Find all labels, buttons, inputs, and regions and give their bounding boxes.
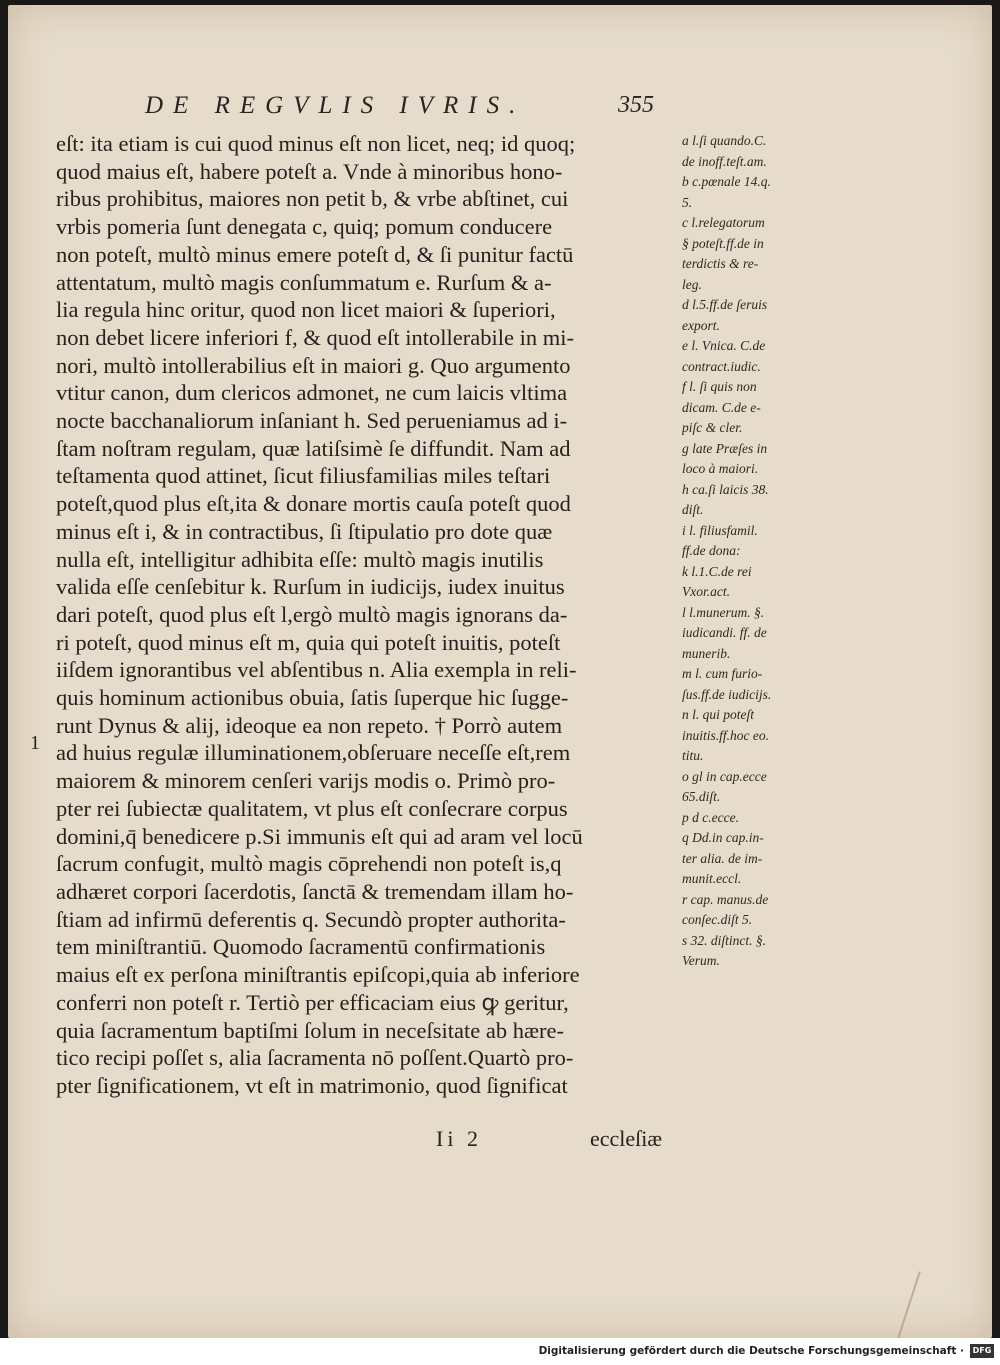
- margin-note: piſc & cler.: [682, 420, 743, 435]
- text-line: ri poteſt, quod minus eſt m, quia qui poteſt inuitis, poteſt: [56, 629, 561, 655]
- margin-note: Vxor.act.: [682, 584, 730, 599]
- text-line: tem miniſtrantiū. Quomodo ſacramentū confirmationis: [56, 934, 546, 960]
- text-line: ad huius regulæ illuminationem,obſeruare neceſſe eſt,rem: [56, 740, 571, 766]
- margin-notes: [682, 131, 832, 972]
- text-line: lia regula hinc oritur, quod non licet maiori & ſuperiori,: [56, 297, 556, 323]
- text-line: domini,q̄ benedicere p.Si immunis eſt qui ad aram vel locū: [56, 823, 583, 849]
- margin-note: loco à maiori.: [682, 461, 759, 476]
- margin-note: h ca.ſi laicis 38.: [682, 481, 769, 497]
- page-number: 355: [618, 92, 654, 118]
- margin-note: titu.: [682, 748, 704, 763]
- margin-note: dicam. C.de e-: [682, 399, 761, 415]
- text-line: nocte bacchanaliorum inſaniant h. Sed perueniamus ad i-: [56, 408, 568, 434]
- margin-note: g late Præſes in: [682, 440, 768, 456]
- text-line: adhæret corpori ſacerdotis, ſanctā & tremendam illam ho-: [56, 878, 574, 904]
- margin-marker: 1: [30, 732, 40, 754]
- text-line: eſt: ita etiam is cui quod minus eſt non licet, neq; id quoq;: [56, 131, 576, 156]
- text-line: conferri non poteſt r. Tertiò per efficaciam eius ꝙ geritur,: [56, 989, 569, 1015]
- text-line: dari poteſt, quod plus eſt l,ergò multò magis ignorans da-: [56, 601, 568, 627]
- margin-note: export.: [682, 317, 720, 333]
- margin-note: i l. filiusfamil.: [682, 522, 758, 538]
- margin-note: m l. cum furio-: [682, 666, 763, 681]
- text-line: ſtam noſtram regulam, quæ latiſsimè ſe diffundit. Nam ad: [56, 435, 571, 461]
- text-line: valida eſſe cenſebitur k. Rurſum in iudicijs, iudex inuitus: [56, 574, 565, 600]
- margin-note: l l.munerum. §.: [682, 604, 765, 620]
- text-line: attentatum, multò magis conſummatum e. Rurſum & a-: [56, 269, 552, 295]
- text-line: quia ſacramentum baptiſmi ſolum in neceſsitate ab hære-: [56, 1017, 564, 1043]
- text-line: pter ſignificationem, vt eſt in matrimonio, quod ſignificat: [56, 1072, 568, 1098]
- text-line: quis hominum actionibus obuia, ſatis ſuperque hic ſugge-: [56, 685, 569, 711]
- margin-note: § poteſt.ff.de in: [682, 235, 764, 251]
- margin-note: diſt.: [682, 502, 704, 517]
- margin-note: contract.iudic.: [682, 358, 761, 374]
- text-line: pter rei ſubiectæ qualitatem, vt plus eſt conſecrare corpus: [56, 795, 568, 821]
- margin-note: terdictis & re-: [682, 256, 759, 271]
- margin-note: Verum.: [682, 953, 720, 968]
- footer-bar: [0, 1338, 1000, 1365]
- text-line: iiſdem ignorantibus vel abſentibus n. Alia exempla in reli-: [56, 657, 577, 683]
- text-line: quod maius eſt, habere poteſt a. Vnde à minoribus hono-: [56, 158, 563, 184]
- text-line: non poteſt, multò minus emere poteſt d, & ſi punitur factū: [56, 241, 574, 267]
- text-line: nori, multò intollerabilius eſt in maiori g. Quo argumento: [56, 352, 571, 378]
- margin-note: f l. ſi quis non: [682, 379, 757, 394]
- text-line: maiorem & minorem cenſeri varijs modis o. Primò pro-: [56, 768, 556, 794]
- footer-credit: Digitalisierung gefördert durch die Deutsche Forschungsgemeinschaft ·: [538, 1345, 964, 1357]
- text-line: vrbis pomeria ſunt denegata c, quiq; pomum conducere: [56, 214, 553, 240]
- text-line: tico recipi poſſet s, alia ſacramenta nō poſſent.Quartò pro-: [56, 1045, 574, 1071]
- running-header: DE REGVLIS IVRIS.: [145, 92, 526, 119]
- margin-note: n l. qui poteſt: [682, 707, 754, 722]
- text-line: ſacrum confugit, multò magis cōprehendi non poteſt is,q: [56, 851, 562, 877]
- text-line: teſtamenta quod attinet, ſicut filiusfamilias miles teſtari: [56, 463, 551, 489]
- margin-note: s 32. diſtinct. §.: [682, 932, 766, 948]
- text-line: minus eſt i, & in contractibus, ſi ſtipulatio pro dote quæ: [56, 518, 553, 544]
- margin-note: d l.5.ff.de ſeruis: [682, 297, 768, 312]
- margin-note: k l.1.C.de rei: [682, 563, 752, 579]
- signature-mark: Ii 2: [436, 1126, 482, 1151]
- margin-note: e l. Vnica. C.de: [682, 338, 766, 353]
- margin-note: o gl in cap.ecce: [682, 768, 767, 784]
- margin-note: p d c.ecce.: [682, 809, 739, 825]
- margin-note: b c.pœnale 14.q.: [682, 174, 771, 189]
- margin-note: iudicandi. ff. de: [682, 625, 767, 640]
- margin-note: conſec.diſt 5.: [682, 912, 753, 927]
- margin-note: a l.ſi quando.C.: [682, 133, 767, 148]
- text-line: non debet licere inferiori f, & quod eſt intollerabile in mi-: [56, 324, 574, 350]
- catchword: eccleſiæ: [590, 1126, 663, 1151]
- margin-note: ter alia. de im-: [682, 850, 763, 866]
- text-line: ribus prohibitus, maiores non petit b, & vrbe abſtinet, cui: [56, 186, 569, 212]
- margin-note: ſus.ff.de iudicijs.: [682, 686, 772, 702]
- margin-note: ff.de dona:: [682, 543, 741, 558]
- text-line: maius eſt ex perſona miniſtrantis epiſcopi,quia ab inferiore: [56, 962, 580, 988]
- margin-note: 65.diſt.: [682, 789, 721, 804]
- text-line: vtitur canon, dum clericos admonet, ne cum laicis vltima: [56, 380, 568, 406]
- margin-note: q Dd.in cap.in-: [682, 830, 764, 845]
- dfg-logo: DFG: [970, 1344, 994, 1358]
- main-text-block: [56, 130, 681, 1100]
- margin-note: inuitis.ff.hoc eo.: [682, 727, 769, 743]
- text-line: nulla eſt, intelligitur adhibita eſſe: multò magis inutilis: [56, 546, 544, 572]
- margin-note: c l.relegatorum: [682, 215, 765, 230]
- margin-note: munerib.: [682, 645, 731, 661]
- text-line: runt Dynus & alij, ideoque ea non repeto. † Porrò autem: [56, 712, 563, 738]
- text-line: poteſt,quod plus eſt,ita & donare mortis cauſa poteſt quod: [56, 491, 571, 517]
- margin-note: r cap. manus.de: [682, 891, 769, 907]
- margin-note: munit.eccl.: [682, 871, 742, 886]
- margin-note: 5.: [682, 194, 693, 210]
- margin-note: de inoff.teſt.am.: [682, 153, 767, 169]
- margin-note: leg.: [682, 276, 702, 292]
- text-line: ſtiam ad infirmū deferentis q. Secundò propter authorita-: [56, 906, 566, 932]
